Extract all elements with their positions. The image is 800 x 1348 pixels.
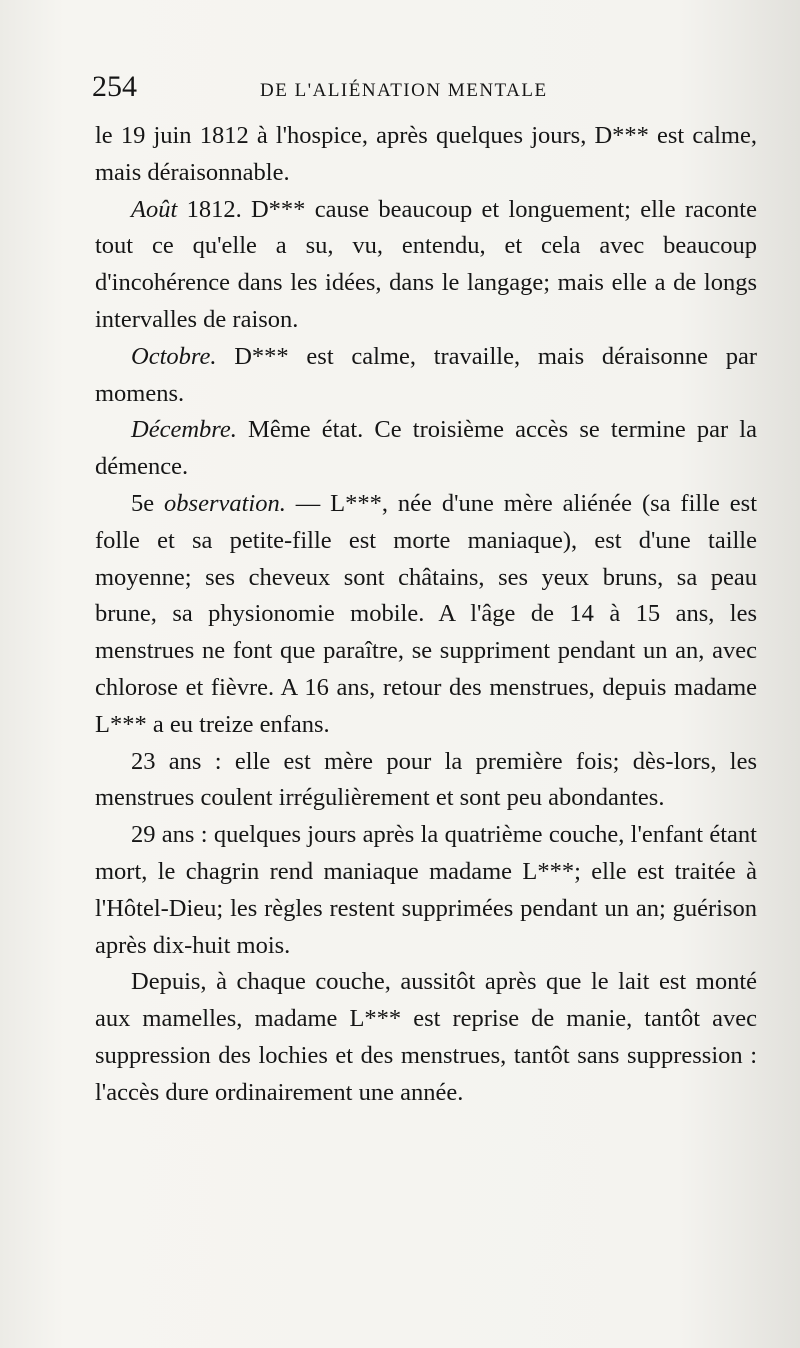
paragraph: 5e observation. — L***, née d'une mère aliénée (sa fille est folle et sa petite-fille est morte maniaque), est d'une taille moyenne; ses cheveux sont châtains, ses yeux bruns, sa peau brune, sa physionomie mobile. A l'âge de 14 à 15 ans, les menstrues ne font que paraître, se suppriment pendant un an, avec chlorose et fièvre. A 16 ans, retour des menstrues, depuis madame L*** a eu treize enfans.	[95, 489, 757, 738]
paragraph: Depuis, à chaque couche, aussitôt après que le lait est monté aux mamelles, madame L*** est reprise de manie, tantôt avec suppression des lochies et des menstrues, tantôt sans suppression : l'accès dure ordinairement une année.	[95, 968, 757, 1106]
paragraph: 29 ans : quelques jours après la quatrième couche, l'enfant étant mort, le chagrin rend maniaque madame L***; elle est traitée à l'Hôtel-Dieu; les règles restent supprimées pendant un an; guérison après dix-huit mois.	[95, 821, 757, 959]
paragraph: Décembre. Même état. Ce troisième accès se termine par la démence.	[95, 416, 757, 481]
date-lead: Octobre.	[131, 342, 217, 370]
paragraph: 23 ans : elle est mère pour la première fois; dès-lors, les menstrues coulent irrégulièrement et sont peu abondantes.	[95, 747, 757, 812]
paragraph: Octobre. D*** est calme, travaille, mais déraisonne par momens.	[95, 342, 757, 407]
running-title: DE L'ALIÉNATION MENTALE	[260, 80, 548, 101]
page-number: 254	[92, 70, 137, 103]
paragraph: Août 1812. D*** cause beaucoup et longuement; elle raconte tout ce qu'elle a su, vu, entendu, et cela avec beaucoup d'incohérence dans les idées, dans le langage; mais elle a de longs intervalles de raison.	[95, 195, 757, 333]
observation-label: observation.	[164, 489, 286, 517]
date-lead: Août	[131, 195, 178, 223]
date-lead: Décembre.	[131, 416, 237, 444]
page-header	[92, 70, 692, 110]
observation-number: 5e	[131, 489, 165, 517]
paragraph: le 19 juin 1812 à l'hospice, après quelques jours, D*** est calme, mais déraisonnable.	[95, 122, 757, 186]
body-text	[95, 118, 757, 1112]
